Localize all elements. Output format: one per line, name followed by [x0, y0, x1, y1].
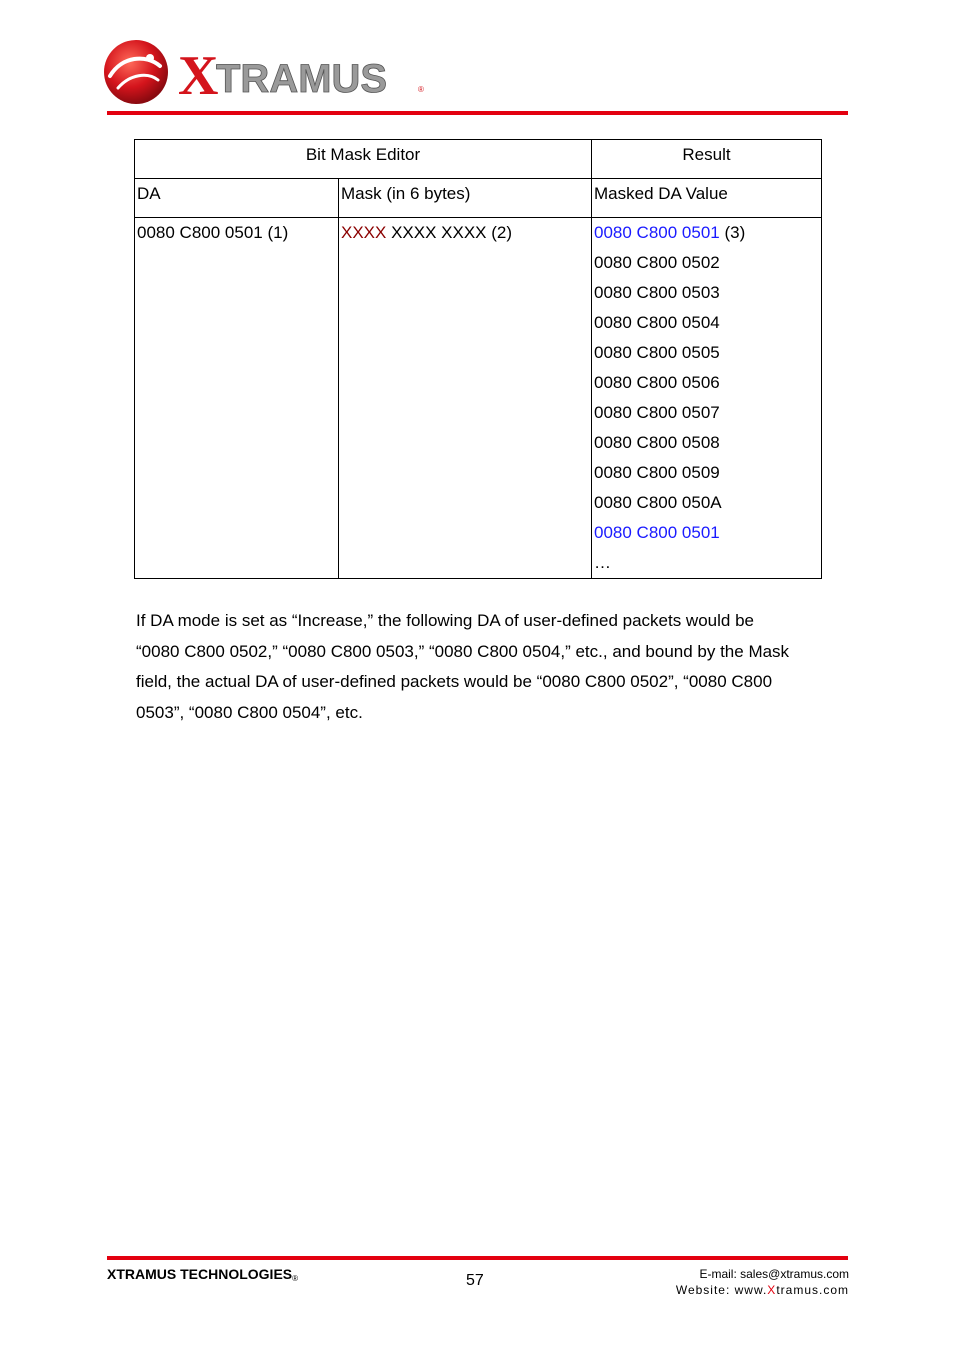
table-row — [135, 218, 822, 579]
masked-value: 0080 C800 0507 — [594, 403, 720, 422]
bit-mask-editor-header: Bit Mask Editor — [135, 140, 592, 179]
footer-company-name: XTRAMUS TECHNOLOGIES — [107, 1266, 293, 1282]
masked-value: 0080 C800 050A — [594, 493, 722, 512]
masked-value-ellipsis: … — [594, 553, 611, 572]
mask-cell — [339, 218, 592, 579]
masked-values-cell — [592, 218, 822, 579]
masked-value: 0080 C800 0505 — [594, 343, 720, 362]
website-x: X — [767, 1283, 777, 1297]
da-column-header: DA — [135, 179, 339, 218]
website-suffix: tramus.com — [776, 1283, 849, 1297]
da-cell — [135, 218, 339, 579]
masked-value-first-note: (3) — [719, 223, 746, 242]
explanation-paragraph — [136, 606, 826, 728]
masked-value: 0080 C800 0503 — [594, 283, 720, 302]
paragraph-line: field, the actual DA of user-defined packets would be “0080 C800 0502”, “0080 C800 — [136, 672, 773, 691]
masked-value-first-link: 0080 C800 0501 — [594, 223, 720, 242]
logo-registered-mark: ® — [418, 85, 424, 94]
mask-rest: XXXX XXXX (2) — [386, 223, 513, 242]
paragraph-line: If DA mode is set as “Increase,” the following DA of user-defined packets would be — [136, 611, 754, 630]
logo-globe-icon — [104, 40, 168, 104]
header-rule — [107, 111, 848, 115]
masked-value: 0080 C800 0504 — [594, 313, 720, 332]
footer-email: E-mail: sales@xtramus.com — [699, 1267, 849, 1281]
masked-value-wrap: 0080 C800 0501 — [594, 523, 720, 542]
table-header-row — [135, 140, 822, 179]
paragraph-line: 0503”, “0080 C800 0504”, etc. — [136, 702, 363, 722]
result-header: Result — [592, 140, 822, 179]
da-value: 0080 C800 0501 (1) — [137, 223, 289, 242]
mask-column-header: Mask (in 6 bytes) — [339, 179, 592, 218]
masked-value: 0080 C800 0508 — [594, 433, 720, 452]
footer-registered-mark: ® — [292, 1274, 299, 1283]
page-number: 57 — [466, 1272, 484, 1289]
masked-value-first — [594, 218, 819, 248]
footer-website — [676, 1282, 849, 1298]
bit-mask-table — [134, 139, 822, 579]
logo-wordmark: TRAMUS — [216, 57, 388, 101]
xtramus-logo — [100, 36, 430, 110]
paragraph-line: “0080 C800 0502,” “0080 C800 0503,” “0080 C800 0504,” etc., and bound by the Mask — [136, 641, 790, 661]
logo-x-letter: X — [178, 45, 219, 107]
table-column-row — [135, 179, 822, 218]
footer-company — [107, 1266, 298, 1283]
footer-contact — [676, 1266, 849, 1298]
masked-column-header: Masked DA Value — [592, 179, 822, 218]
masked-value: 0080 C800 0506 — [594, 373, 720, 392]
masked-value: 0080 C800 0502 — [594, 253, 720, 272]
masked-value: 0080 C800 0509 — [594, 463, 720, 482]
footer-rule — [107, 1256, 848, 1260]
website-prefix: Website: www. — [675, 1283, 768, 1297]
mask-highlight: XXXX — [341, 223, 387, 242]
